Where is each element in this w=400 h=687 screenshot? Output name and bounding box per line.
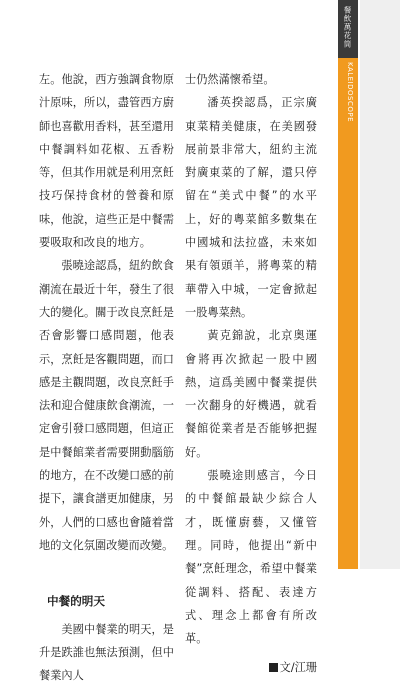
article-paragraph: 黃克錦說，北京奥運會將再次掀起一股中國熱，這爲美國中餐業提供一次翻身的好機遇，就看餐館從業者是否能够把握好。 — [185, 329, 317, 459]
page-margin-band — [360, 0, 400, 569]
article-paragraph: 張曉途則感言，今日的中餐館最缺少綜合人才，既懂廚藝，又懂管理。同時，他提出“新中餐”烹飪理念，希望中餐業從調料、搭配、表達方式、理念上都會有所改革。 — [185, 469, 317, 646]
article-paragraph: 潘英揆認爲，正宗廣東菜精美健康，在美國發展前景非常大，紐約主流對廣東菜的了解，還只停留在“美式中餐”的水平上，好的粵菜館多數集在中國城和法拉盛，未來如果有領頭羊，將粵菜的精華帶入中城，一定會掀起一股粵菜熱。 — [185, 96, 317, 319]
author-name: 文/江珊 — [279, 661, 317, 675]
section-heading: 中餐的明天 — [47, 594, 105, 609]
square-bullet-icon — [269, 663, 278, 672]
author-credit — [185, 656, 317, 679]
section-title: 餐飲萬花筒 — [343, 6, 352, 49]
side-tab-band — [338, 58, 358, 569]
article-paragraph: 美國中餐業的明天，是升是跌誰也無法預測，但中餐業內人 — [39, 622, 174, 683]
article-paragraph: 士仍然滿懷希望。 — [185, 73, 275, 86]
article-column-right — [185, 68, 317, 680]
article-paragraph: 張曉途認爲，紐約飲食潮流在最近十年，發生了很大的變化。關于改良烹飪是否會影響口感問題，他表示，烹飪是客觀問題，而口感是主觀問題，改良烹飪手法和迎合健康飲食潮流，一定會引發口感問題，但這正是中餐館業者需要開動腦筋的地方，在不改變口感的前提下，讓食譜更加健康，另外，人們的口感也會隨着當地的文化氛圍改變而改變。 — [39, 259, 174, 552]
article-paragraph: 左。他說，西方強調食物原汁原味，所以，盡管西方廚師也喜歡用香料，甚至還用中餐調料如花椒、五香粉等，但其作用就是利用烹飪技巧保持食材的營養和原味，他說，這些正是中餐需要吸取和改良的地方。 — [39, 73, 174, 250]
section-vertical-label: KALEIDOSCOPE — [346, 62, 354, 123]
article-column-left — [39, 68, 174, 687]
